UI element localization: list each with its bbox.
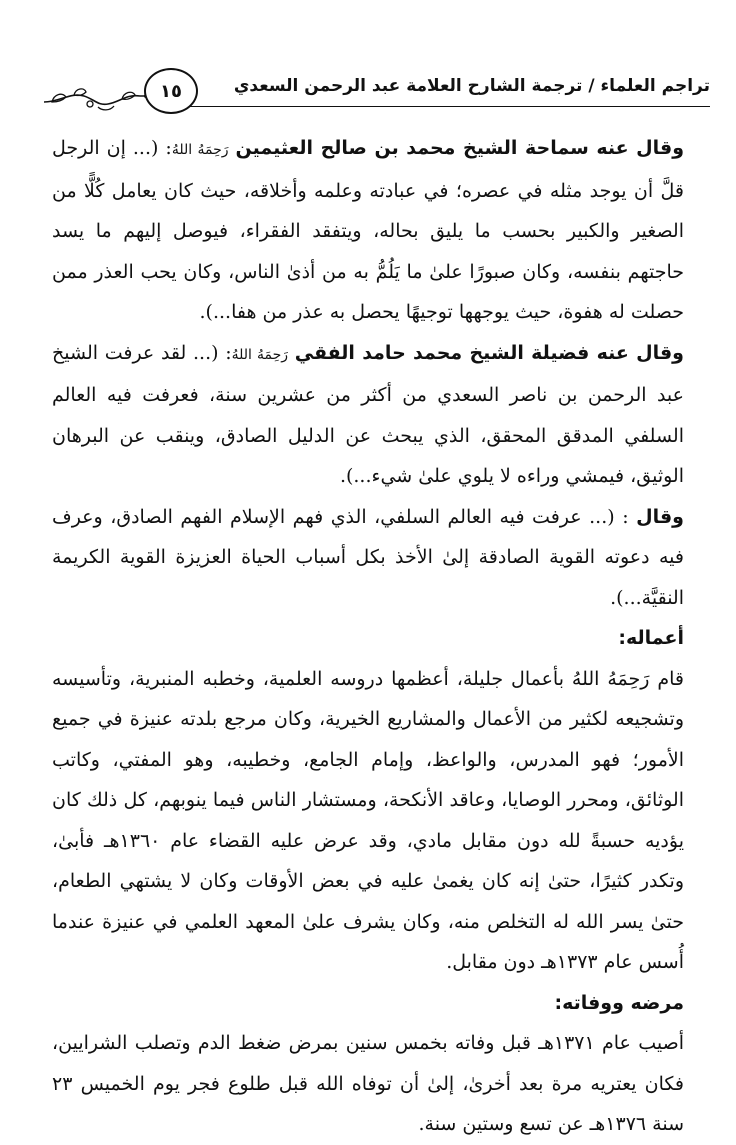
floral-ornament-icon [40, 80, 160, 114]
paragraph-text: أصيب عام ١٣٧١هـ قبل وفاته بخمس سنين بمرض ضغط الدم وتصلب الشرايين، فكان يعتريه مرة بعد أخرىٰ، إلىٰ أن توفاه الله قبل طلوع فجر يوم الخميس ٢٣ سنة ١٣٧٦هـ عن تسع وستين سنة. [52, 1032, 684, 1135]
page-number: ١٥ [144, 68, 198, 114]
section-heading: أعماله: [618, 627, 684, 649]
paragraph [52, 497, 684, 619]
paragraph [52, 333, 684, 497]
paragraph-lead: وقال عنه فضيلة الشيخ محمد حامد الفقي [294, 341, 684, 364]
paragraph [52, 128, 684, 333]
paragraph-lead: وقال [636, 505, 684, 528]
honorific-mark: رَحِمَهُ اللهُ [231, 346, 289, 363]
paragraph [52, 1023, 684, 1145]
page-body [52, 128, 684, 1145]
honorific-mark: رَحِمَهُ اللهُ [171, 142, 229, 158]
running-title: تراجم العلماء / ترجمة الشارح العلامة عبد الرحمن السعدي [233, 76, 710, 96]
paragraph-lead: وقال عنه سماحة الشيخ محمد بن صالح العثيمين [235, 137, 685, 159]
header-rule [176, 106, 710, 107]
paragraph-text: : (... لقد عرفت الشيخ عبد الرحمن بن ناصر السعدي من أكثر من عشرين سنة، فعرفت فيه العالم السلفي المدقق المحقق، الذي يبحث عن الدليل الصادق، وينقب عن البرهان الوثيق، فيمشي وراءه لا يلوي علىٰ شيء...). [52, 341, 684, 487]
paragraph-text: قام رَحِمَهُ اللهُ بأعمال جليلة، أعظمها دروسه العلمية، وخطبه المنبرية، وتأسيسه وتشجيعه لكثير من الأعمال والمشاريع الخيرية، وكان مرجع بلدته عنيزة في جميع الأمور؛ فهو المدرس، والواعظ، وإمام الجامع، وخطيبه، وهو المفتي، وكاتب الوثائق، ومحرر الوصايا، وعاقد الأنكحة، ومستشار الناس فيما ينوبهم، كل ذلك كان يؤديه حسبةً لله دون مقابل مادي، وقد عرض عليه القضاء عام ١٣٦٠هـ فأبىٰ، وتكدر كثيرًا، حتىٰ إنه كان يغمىٰ عليه في بعض الأوقات وكان لا يشتهي الطعام، حتىٰ يسر الله له التخلص منه، وكان يشرف علىٰ المعهد العلمي في عنيزة عندما أُسس عام ١٣٧٣هـ دون مقابل. [52, 667, 684, 973]
section-heading: مرضه ووفاته: [554, 991, 684, 1014]
paragraph [52, 659, 684, 983]
paragraph-text: : (... إن الرجل قلَّ أن يوجد مثله في عصره؛ في عبادته وعلمه وأخلاقه، حيث كان يعامل كُلًّا من الصغير والكبير بحسب ما يليق بحاله، ويتفقد الفقراء، فيوصل إليهم ما يسد حاجتهم بنفسه، وكان صبورًا علىٰ ما يَلُمُّ به من أذىٰ الناس، وكان يحب العذر ممن حصلت له هفوة، حيث يوجهها توجيهًا يحصل به عذر من هفا...). [52, 137, 684, 323]
paragraph-text: : (... عرفت فيه العالم السلفي، الذي فهم الإسلام الفهم الصادق، وعرف فيه دعوته القوية الصادقة إلىٰ الأخذ بكل أسباب الحياة العزيزة القوية الكريمة النقيَّة...). [52, 505, 684, 609]
running-header [40, 62, 710, 124]
